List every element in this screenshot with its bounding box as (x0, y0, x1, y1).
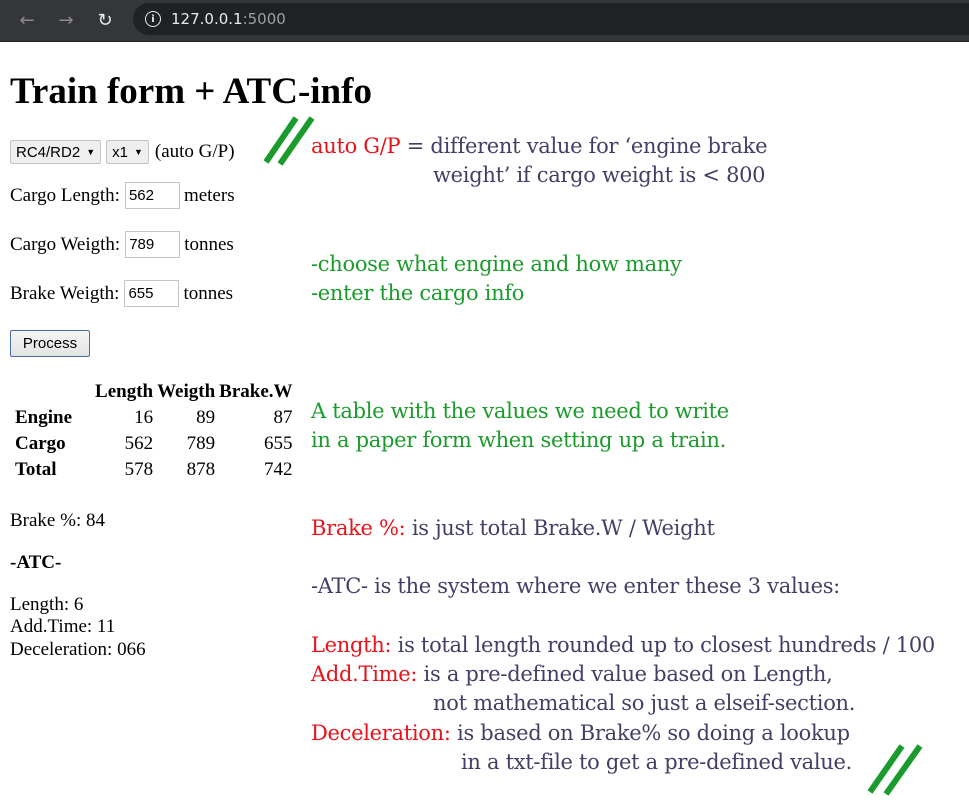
engine-count-value: x1 (112, 143, 128, 161)
annotation-table (311, 397, 729, 455)
annotation-text: not mathematical so just a elseif-section. (433, 691, 856, 715)
table-header-empty (14, 380, 92, 404)
auto-gp-label: (auto G/P) (154, 141, 235, 162)
brake-weight-row (10, 280, 233, 307)
brake-weight-unit: tonnes (183, 282, 234, 304)
row-label: Total (15, 459, 57, 480)
cargo-weight-input[interactable]: 789 (125, 231, 180, 258)
annotation-key: auto G/P (311, 134, 401, 158)
table-header-weight: Weigth (157, 381, 216, 402)
cell-length: 562 (124, 433, 154, 454)
atc-add-time: Add.Time: 11 (10, 616, 116, 637)
forward-button[interactable] (52, 6, 80, 34)
annotation-text: in a paper form when setting up a train. (311, 428, 727, 452)
double-slash-icon (866, 740, 926, 796)
double-slash-icon (260, 114, 318, 168)
process-button[interactable]: Process (10, 330, 90, 357)
reload-button[interactable] (91, 6, 119, 34)
cargo-length-row (10, 182, 235, 209)
cargo-length-label: Cargo Length: (10, 184, 120, 206)
engine-select-value: RC4/RD2 (16, 143, 81, 161)
cargo-weight-row (10, 231, 234, 258)
atc-deceleration: Deceleration: 066 (10, 639, 146, 660)
cargo-weight-unit: tonnes (184, 233, 234, 255)
engine-row (10, 140, 235, 164)
annotation-length (311, 631, 935, 660)
cargo-length-input[interactable]: 562 (125, 182, 180, 209)
annotation-text: in a txt-file to get a pre-defined value. (461, 750, 853, 774)
annotation-text: is based on Brake% so doing a lookup (450, 721, 850, 745)
info-icon[interactable]: i (145, 11, 161, 27)
annotation-text: -enter the cargo info (311, 281, 525, 305)
annotation-brake (311, 514, 715, 543)
annotation-text: weight’ if cargo weight is < 800 (433, 163, 766, 187)
chevron-down-icon: ▼ (133, 147, 143, 157)
table-row-total (14, 458, 294, 482)
cell-length: 578 (124, 459, 154, 480)
table-header-length: Length (95, 381, 154, 402)
address-bar[interactable] (133, 3, 969, 35)
table-row-engine (14, 406, 294, 430)
annotation-text: = different value for ‘engine brake (400, 134, 768, 158)
arrow-left-icon: ← (19, 9, 35, 31)
annotation-deceleration (311, 719, 852, 777)
cargo-weight-label: Cargo Weigth: (10, 233, 121, 255)
annotation-text: is total length rounded up to closest hundreds / 100 (391, 633, 935, 657)
chevron-down-icon: ▼ (86, 147, 96, 157)
row-label: Engine (15, 407, 73, 428)
engine-select[interactable] (10, 140, 101, 164)
table-row-cargo (14, 432, 294, 456)
atc-heading: -ATC- (10, 552, 62, 573)
annotation-auto-gp (311, 132, 767, 190)
cell-brake-w: 87 (273, 407, 293, 428)
annotation-key: Deceleration: (311, 721, 451, 745)
url-port: :5000 (242, 10, 286, 28)
annotation-key: Add.Time: (311, 662, 418, 686)
cell-brake-w: 655 (264, 433, 293, 454)
cargo-length-unit: meters (183, 184, 235, 206)
annotation-add-time (311, 660, 855, 718)
engine-count-select[interactable] (106, 140, 149, 164)
annotation-key: Brake %: (311, 516, 406, 540)
cell-length: 16 (134, 407, 154, 428)
cell-weight: 878 (186, 459, 216, 480)
annotation-text: is a pre-defined value based on Length, (417, 662, 833, 686)
brake-percent: Brake %: 84 (10, 510, 105, 531)
reload-icon: ↻ (97, 9, 113, 31)
annotation-text: is just total Brake.W / Weight (405, 516, 715, 540)
annotation-key: Length: (311, 633, 392, 657)
annotation-text: -ATC- is the system where we enter these 3 values: (311, 574, 840, 598)
cell-brake-w: 742 (264, 459, 293, 480)
cell-weight: 89 (196, 407, 216, 428)
annotation-text: -choose what engine and how many (311, 252, 682, 276)
annotation-atc (311, 572, 840, 601)
annotation-choose (311, 250, 682, 308)
row-label: Cargo (15, 433, 66, 454)
table-header-brake-w: Brake.W (219, 381, 293, 402)
annotation-text: A table with the values we need to write (311, 399, 729, 423)
url-host: 127.0.0.1 (171, 10, 243, 28)
atc-length: Length: 6 (10, 594, 84, 615)
brake-weight-label: Brake Weigth: (10, 282, 120, 304)
back-button[interactable] (13, 6, 41, 34)
cell-weight: 789 (186, 433, 216, 454)
brake-weight-input[interactable]: 655 (124, 280, 179, 307)
browser-toolbar (0, 0, 969, 42)
table-header-row (14, 380, 294, 404)
results-table (12, 378, 296, 484)
arrow-right-icon: → (58, 9, 74, 31)
page-title: Train form + ATC-info (10, 71, 372, 112)
